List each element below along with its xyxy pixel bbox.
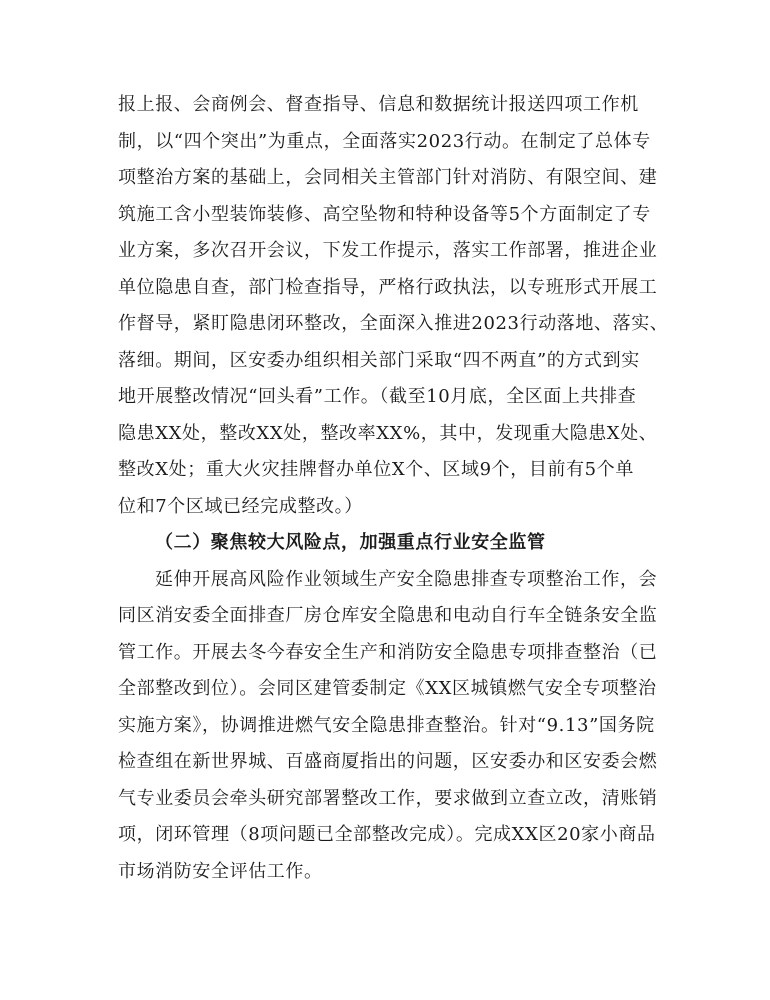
body-line: 全部整改到位）。会同区建管委制定《XX区城镇燃气安全专项整治 bbox=[118, 678, 657, 699]
body-line: 地开展整改情况“回头看”工作。（截至10月底，全区面上共排查 bbox=[118, 386, 637, 407]
body-line: 气专业委员会牵头研究部署整改工作，要求做到立查立改，清账销 bbox=[118, 788, 658, 809]
body-line: 制，以“四个突出”为重点，全面落实2023行动。在制定了总体专 bbox=[118, 131, 651, 152]
body-line: 落细。期间，区安委办组织相关部门采取“四不两直”的方式到实 bbox=[118, 350, 640, 371]
body-line: 检查组在新世界城、百盛商厦指出的问题，区安委办和区安委会燃 bbox=[118, 751, 658, 772]
body-line: 隐患XX处，整改XX处，整改率XX%，其中，发现重大隐患X处、 bbox=[118, 423, 658, 444]
body-line: 项整治方案的基础上，会同相关主管部门针对消防、有限空间、建 bbox=[118, 167, 658, 188]
body-line: 业方案，多次召开会议，下发工作提示，落实工作部署，推进企业 bbox=[118, 240, 658, 261]
body-line: 市场消防安全评估工作。 bbox=[118, 861, 323, 882]
body-line: 单位隐患自查，部门检查指导，严格行政执法，以专班形式开展工 bbox=[118, 277, 658, 298]
body-line: 项，闭环管理（8项问题已全部整改完成）。完成XX区20家小商品 bbox=[118, 824, 656, 845]
body-line: 实施方案》，协调推进燃气安全隐患排查整治。针对“9.13”国务院 bbox=[118, 715, 655, 736]
body-line: 作督导，紧盯隐患闭环整改，全面深入推进2023行动落地、落实、 bbox=[118, 313, 669, 334]
body-line: 延伸开展高风险作业领域生产安全隐患排查专项整治工作，会 bbox=[155, 569, 658, 590]
body-line: 同区消安委全面排查厂房仓库安全隐患和电动自行车全链条安全监 bbox=[118, 605, 658, 626]
body-line: 位和7个区域已经完成整改。） bbox=[118, 496, 363, 517]
section-heading: （二）聚焦较大风险点，加强重点行业安全监管 bbox=[155, 532, 546, 553]
body-line: 筑施工含小型装饰装修、高空坠物和特种设备等5个方面制定了专 bbox=[118, 204, 651, 225]
body-line: 报上报、会商例会、督查指导、信息和数据统计报送四项工作机 bbox=[118, 94, 639, 115]
body-line: 整改X处；重大火灾挂牌督办单位X个、区域9个，目前有5个单 bbox=[118, 459, 634, 480]
body-line: 管工作。开展去冬今春安全生产和消防安全隐患专项排查整治（已 bbox=[118, 642, 658, 663]
